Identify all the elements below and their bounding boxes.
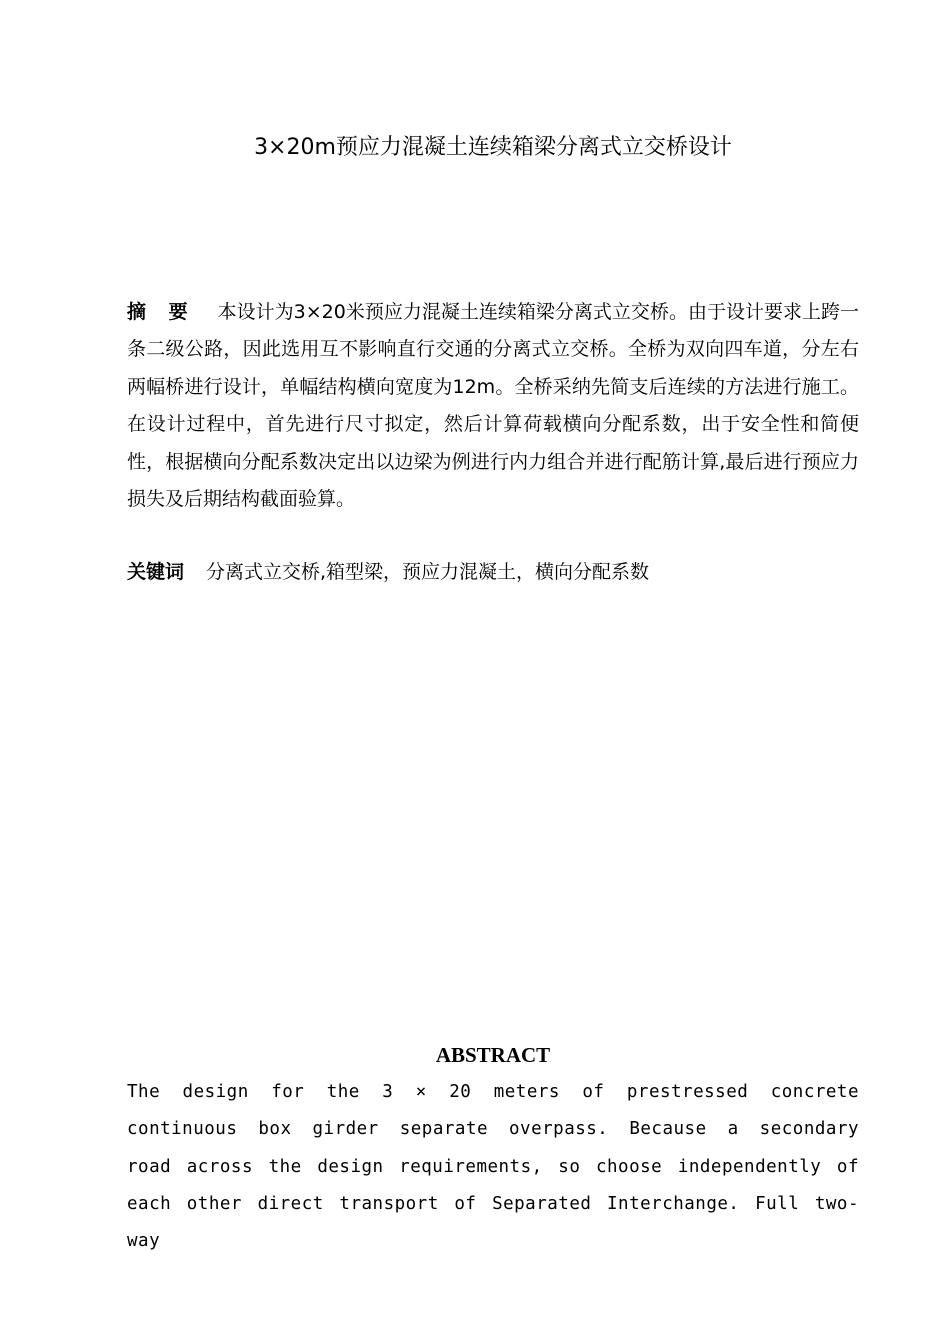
chinese-keywords xyxy=(127,554,859,591)
document-title: 3×20m预应力混凝土连续箱梁分离式立交桥设计 xyxy=(254,135,732,160)
chinese-abstract xyxy=(127,294,859,518)
abstract-text: 本设计为3×20米预应力混凝土连续箱梁分离式立交桥。由于设计要求上跨一条二级公路，因此选用互不影响直行交通的分离式立交桥。全桥为双向四车道，分左右两幅桥进行设计，单幅结构横向宽度为12m。全桥采纳先简支后连续的方法进行施工。在设计过程中，首先进行尺寸拟定，然后计算荷载横向分配系数，出于安全性和简便性，根据横向分配系数决定出以边梁为例进行内力组合并进行配筋计算,最后进行预应力损失及后期结构截面验算。 xyxy=(127,301,859,511)
abstract-label: 摘 要 xyxy=(127,301,196,323)
keywords-label: 关键词 xyxy=(127,561,185,583)
keywords-text: 分离式立交桥,箱型梁，预应力混凝土，横向分配系数 xyxy=(206,561,650,583)
english-abstract-heading: ABSTRACT xyxy=(435,1043,551,1067)
english-abstract-text: The design for the 3 × 20 meters of prestressed concrete continuous box girder separate overpass. Because a secondary road across the design requirements, so choose independently of each other direct transport of Separated Interchange. Full two-way xyxy=(127,1082,859,1252)
